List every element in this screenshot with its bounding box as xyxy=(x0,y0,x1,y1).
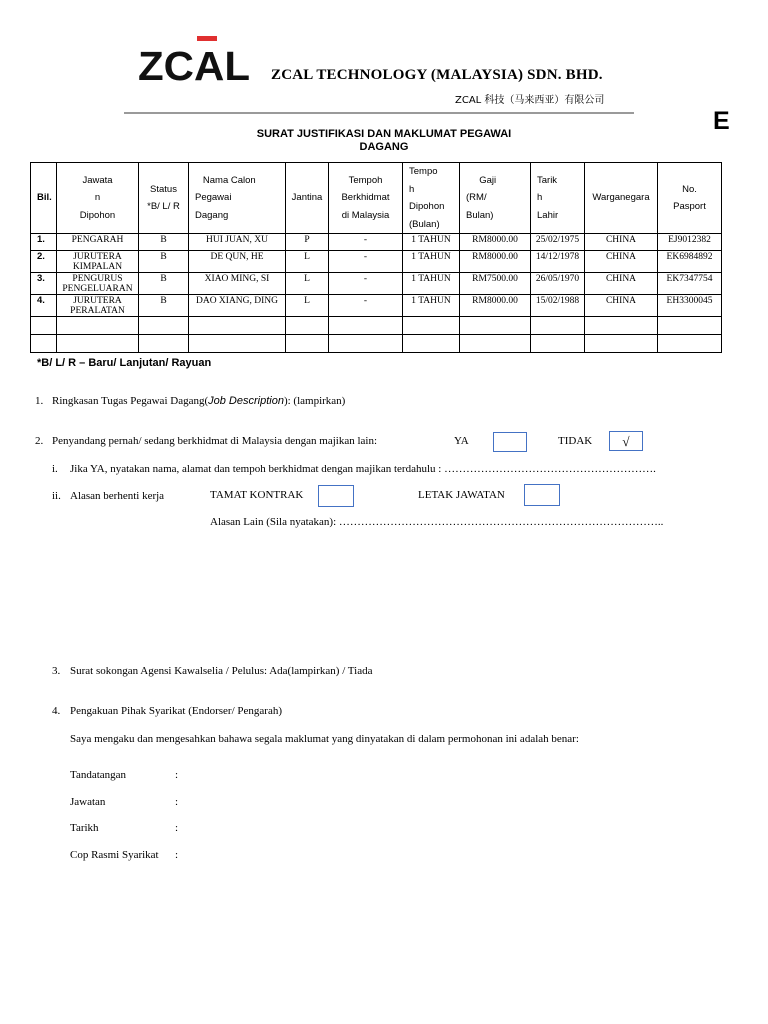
job-description-label: Job Description xyxy=(208,395,284,407)
col-header-nama: Nama Calon Pegawai Dagang xyxy=(189,163,286,234)
cell-nama: DE QUN, HE xyxy=(189,251,286,273)
cell-tempoh-dipohon: 1 TAHUN xyxy=(403,273,460,295)
item-2b-number: ii. xyxy=(52,490,61,502)
cell-jantina: L xyxy=(286,251,329,273)
table-header-row xyxy=(31,163,722,234)
cell-tempoh-dipohon: 1 TAHUN xyxy=(403,295,460,317)
cell-status: B xyxy=(139,273,189,295)
date-label: Tarikh xyxy=(70,822,99,834)
previous-employer-line: Jika YA, nyatakan nama, alamat dan tempoh berkhidmat dengan majikan terdahulu : …………………………………………………. xyxy=(70,463,656,475)
empty-cell[interactable] xyxy=(139,317,189,335)
ya-checkbox[interactable] xyxy=(493,432,527,452)
empty-cell[interactable] xyxy=(329,317,403,335)
empty-cell[interactable] xyxy=(585,317,658,335)
col-header-tempoh-dipohon: Tempo h Dipohon (Bulan) xyxy=(403,163,460,234)
cell-tarikh-lahir: 15/02/1988 xyxy=(531,295,585,317)
cell-warganegara: CHINA xyxy=(585,251,658,273)
table-row-empty xyxy=(31,317,722,335)
empty-cell[interactable] xyxy=(460,317,531,335)
cell-pasport: EJ9012382 xyxy=(658,234,722,251)
empty-cell[interactable] xyxy=(31,317,57,335)
item-2-number: 2. xyxy=(35,435,44,447)
cell-tempoh-berkhidmat: - xyxy=(329,273,403,295)
date-field[interactable] xyxy=(185,819,485,837)
cell-tempoh-dipohon: 1 TAHUN xyxy=(403,234,460,251)
cell-tempoh-berkhidmat: - xyxy=(329,234,403,251)
cell-nama: XIAO MING, SI xyxy=(189,273,286,295)
cell-nama: HUI JUAN, XU xyxy=(189,234,286,251)
item-1-text: Ringkasan Tugas Pegawai Dagang(Job Description): (lampirkan) xyxy=(52,395,346,407)
tamat-kontrak-label: TAMAT KONTRAK xyxy=(210,489,304,501)
item-4-text: Pengakuan Pihak Syarikat (Endorser/ Pengarah) xyxy=(70,705,282,717)
cell-pasport: EK6984892 xyxy=(658,251,722,273)
cell-tempoh-dipohon: 1 TAHUN xyxy=(403,251,460,273)
company-name: ZCAL TECHNOLOGY (MALAYSIA) SDN. BHD. xyxy=(271,67,603,83)
item-1-number: 1. xyxy=(35,395,44,407)
document-title: SURAT JUSTIFIKASI DAN MAKLUMAT PEGAWAI DAGANG xyxy=(256,128,512,153)
table-row-empty xyxy=(31,335,722,353)
status-legend: *B/ L/ R – Baru/ Lanjutan/ Rayuan xyxy=(37,357,212,369)
position-label: Jawatan xyxy=(70,796,106,808)
cell-status: B xyxy=(139,251,189,273)
cell-jantina: L xyxy=(286,295,329,317)
cell-status: B xyxy=(139,295,189,317)
item-3-number: 3. xyxy=(52,665,61,677)
col-header-tarikh-lahir: Tarik h Lahir xyxy=(531,163,585,234)
cell-bil: 1. xyxy=(31,234,57,251)
company-name-chinese: ZCAL 科技（马来西亚）有限公司 xyxy=(455,95,605,106)
empty-cell[interactable] xyxy=(189,317,286,335)
empty-cell[interactable] xyxy=(460,335,531,353)
empty-cell[interactable] xyxy=(31,335,57,353)
cell-jantina: P xyxy=(286,234,329,251)
item-4-number: 4. xyxy=(52,705,61,717)
item-3-text: Surat sokongan Agensi Kawalselia / Pelulus: Ada(lampirkan) / Tiada xyxy=(70,665,373,677)
col-header-jawatan: Jawata n Dipohon xyxy=(57,163,139,234)
cell-jawatan: PENGURUS PENGELUARAN xyxy=(57,273,139,295)
date-separator: : xyxy=(175,822,179,834)
col-header-status: Status *B/ L/ R xyxy=(139,163,189,234)
empty-cell[interactable] xyxy=(658,317,722,335)
header-divider xyxy=(124,112,634,114)
position-separator: : xyxy=(175,796,179,808)
company-stamp-label: Cop Rasmi Syarikat xyxy=(70,849,159,861)
svg-text:ZCAL: ZCAL xyxy=(138,43,250,82)
empty-cell[interactable] xyxy=(531,335,585,353)
empty-cell[interactable] xyxy=(139,335,189,353)
tidak-label: TIDAK xyxy=(558,435,593,447)
empty-cell[interactable] xyxy=(57,317,139,335)
empty-cell[interactable] xyxy=(403,317,460,335)
declaration-text: Saya mengaku dan mengesahkan bahawa segala maklumat yang dinyatakan di dalam permohonan ini adalah benar: xyxy=(70,733,579,745)
empty-cell[interactable] xyxy=(189,335,286,353)
table-row xyxy=(31,295,722,317)
item-2a-number: i. xyxy=(52,463,58,475)
table-row xyxy=(31,234,722,251)
tidak-checkbox[interactable]: √ xyxy=(609,431,643,451)
cell-gaji: RM8000.00 xyxy=(460,234,531,251)
table-row xyxy=(31,251,722,273)
cell-gaji: RM8000.00 xyxy=(460,295,531,317)
cell-bil: 4. xyxy=(31,295,57,317)
officer-info-table xyxy=(30,162,722,353)
cell-jawatan: JURUTERA PERALATAN xyxy=(57,295,139,317)
cell-tarikh-lahir: 26/05/1970 xyxy=(531,273,585,295)
table-row xyxy=(31,273,722,295)
empty-cell[interactable] xyxy=(585,335,658,353)
cell-jantina: L xyxy=(286,273,329,295)
cell-tempoh-berkhidmat: - xyxy=(329,295,403,317)
cell-bil: 2. xyxy=(31,251,57,273)
cell-bil: 3. xyxy=(31,273,57,295)
col-header-bil: Bil. xyxy=(31,163,57,234)
col-header-gaji: Gaji (RM/ Bulan) xyxy=(460,163,531,234)
signature-field[interactable] xyxy=(185,766,485,784)
cell-nama: DAO XIANG, DING xyxy=(189,295,286,317)
col-header-jantina: Jantina xyxy=(286,163,329,234)
empty-cell[interactable] xyxy=(286,317,329,335)
other-reason-line: Alasan Lain (Sila nyatakan): …………………………………………………………………………….. xyxy=(210,516,664,528)
empty-cell[interactable] xyxy=(57,335,139,353)
cell-tempoh-berkhidmat: - xyxy=(329,251,403,273)
cell-warganegara: CHINA xyxy=(585,234,658,251)
item-2-text: Penyandang pernah/ sedang berkhidmat di Malaysia dengan majikan lain: xyxy=(52,435,378,447)
reason-stop-label: Alasan berhenti kerja xyxy=(70,490,165,502)
cell-warganegara: CHINA xyxy=(585,273,658,295)
signature-separator: : xyxy=(175,769,179,781)
cell-pasport: EK7347754 xyxy=(658,273,722,295)
company-logo xyxy=(138,36,252,82)
cell-pasport: EH3300045 xyxy=(658,295,722,317)
col-header-pasport: No. Pasport xyxy=(658,163,722,234)
col-header-warganegara: Warganegara xyxy=(585,163,658,234)
empty-cell[interactable] xyxy=(403,335,460,353)
cell-jawatan: PENGARAH xyxy=(57,234,139,251)
empty-cell[interactable] xyxy=(286,335,329,353)
cell-tarikh-lahir: 14/12/1978 xyxy=(531,251,585,273)
cell-status: B xyxy=(139,234,189,251)
empty-cell[interactable] xyxy=(531,317,585,335)
position-field[interactable] xyxy=(185,793,485,811)
cell-tarikh-lahir: 25/02/1975 xyxy=(531,234,585,251)
ya-label: YA xyxy=(454,435,469,447)
empty-cell[interactable] xyxy=(329,335,403,353)
company-stamp-field[interactable] xyxy=(185,846,485,864)
cell-gaji: RM7500.00 xyxy=(460,273,531,295)
empty-cell[interactable] xyxy=(658,335,722,353)
cell-gaji: RM8000.00 xyxy=(460,251,531,273)
col-header-tempoh-berkhidmat: Tempoh Berkhidmat di Malaysia xyxy=(329,163,403,234)
letak-jawatan-label: LETAK JAWATAN xyxy=(418,489,505,501)
company-stamp-separator: : xyxy=(175,849,179,861)
tamat-kontrak-checkbox[interactable] xyxy=(318,485,354,507)
letak-jawatan-checkbox[interactable] xyxy=(524,484,560,506)
signature-label: Tandatangan xyxy=(70,769,127,781)
form-code-letter: E xyxy=(713,107,730,135)
cell-warganegara: CHINA xyxy=(585,295,658,317)
cell-jawatan: JURUTERA KIMPALAN xyxy=(57,251,139,273)
